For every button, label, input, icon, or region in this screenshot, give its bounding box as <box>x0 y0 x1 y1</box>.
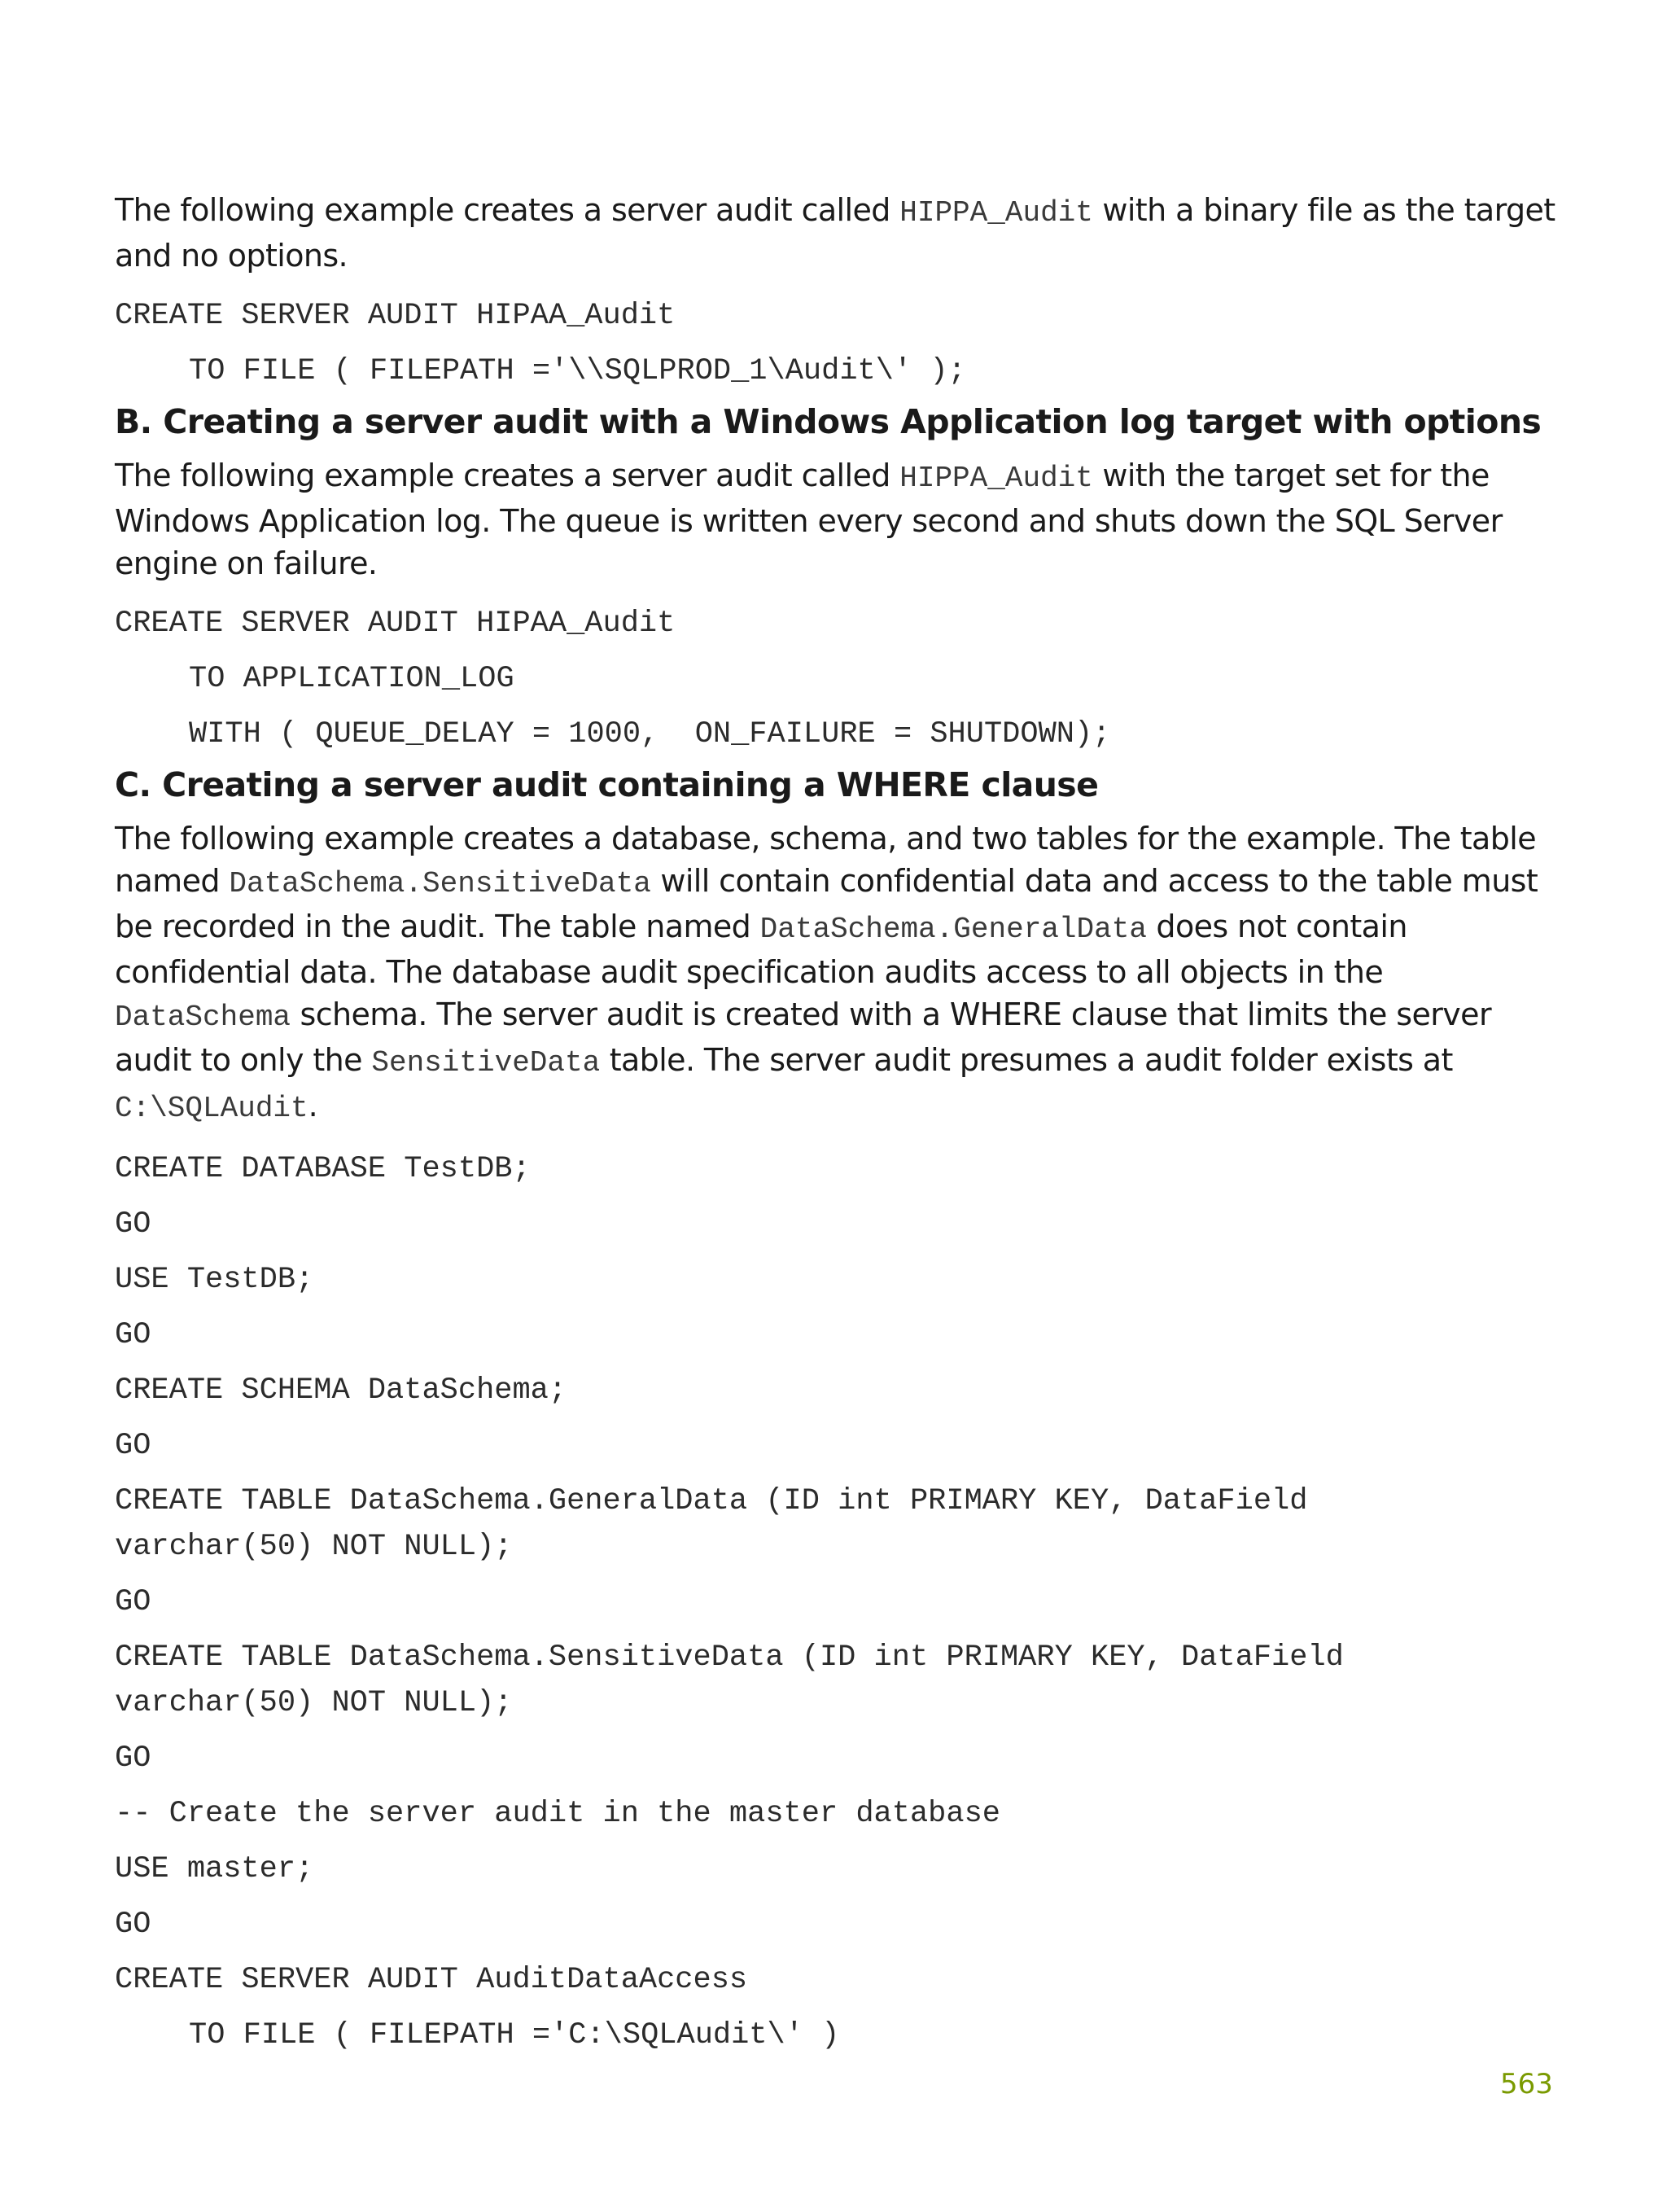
code-line: WITH ( QUEUE_DELAY = 1000, ON_FAILURE = SHUTDOWN); <box>189 717 1111 751</box>
inline-code: C:\SQLAudit <box>115 1092 308 1125</box>
code-line: GO <box>115 1585 151 1619</box>
section-heading-c: C. Creating a server audit containing a WHERE clause <box>115 765 1099 804</box>
inline-code: SensitiveData <box>371 1046 601 1080</box>
code-line: GO <box>115 1741 151 1776</box>
code-line: CREATE SERVER AUDIT HIPAA_Audit <box>115 299 676 333</box>
intro-paragraph <box>115 189 1555 277</box>
code-line: GO <box>115 1908 151 1942</box>
paragraph-text: will contain confidential data and access to the table must be recorded in the audit. The table named <box>115 863 1538 944</box>
code-line: USE TestDB; <box>115 1263 314 1297</box>
code-line: CREATE TABLE DataSchema.SensitiveData (ID int PRIMARY KEY, DataField varchar(50) NOT NULL); <box>115 1640 1363 1720</box>
paragraph-text: The following example creates a database, schema, and two tables for the example. The table named <box>115 821 1537 899</box>
code-line: GO <box>115 1318 151 1352</box>
inline-code: DataSchema <box>115 1001 291 1034</box>
document-body <box>115 189 1555 2058</box>
code-line: USE master; <box>115 1852 314 1886</box>
code-line: CREATE TABLE DataSchema.GeneralData (ID int PRIMARY KEY, DataField varchar(50) NOT NULL); <box>115 1484 1326 1564</box>
paragraph-text: with the target set for the Windows Application log. The queue is written every second and shuts down the SQL Server engine on failure. <box>115 458 1503 581</box>
inline-code: HIPPA_Audit <box>899 462 1093 495</box>
code-comment: -- Create the server audit in the master database <box>115 1797 1000 1831</box>
paragraph-text: schema. The server audit is created with a WHERE clause that limits the server audit to only the <box>115 996 1491 1078</box>
code-line: TO FILE ( FILEPATH ='\\SQLPROD_1\Audit\' ); <box>189 354 966 388</box>
code-line: CREATE DATABASE TestDB; <box>115 1152 531 1186</box>
page-number: 563 <box>1500 2068 1553 2100</box>
paragraph-text: table. The server audit presumes a audit folder exists at <box>600 1042 1453 1078</box>
code-line: CREATE SERVER AUDIT AuditDataAccess <box>115 1963 748 1997</box>
paragraph-text: The following example creates a server audit called <box>115 458 900 493</box>
code-line: GO <box>115 1207 151 1242</box>
paragraph-text: . <box>308 1088 318 1124</box>
paragraph-text: does not contain confidential data. The database audit specification audits access to all objects in the <box>115 909 1407 990</box>
code-line: TO FILE ( FILEPATH ='C:\SQLAudit\' ) <box>189 2018 840 2052</box>
intro-text: with a binary file as the target and no options. <box>115 192 1555 274</box>
intro-text: The following example creates a server audit called <box>115 192 900 228</box>
inline-code: DataSchema.GeneralData <box>759 913 1147 946</box>
inline-code: HIPPA_Audit <box>899 196 1093 230</box>
code-line: GO <box>115 1429 151 1463</box>
code-line: CREATE SCHEMA DataSchema; <box>115 1373 567 1408</box>
code-line: CREATE SERVER AUDIT HIPAA_Audit <box>115 607 676 641</box>
section-heading-b: B. Creating a server audit with a Windows Application log target with options <box>115 402 1542 441</box>
section-c-paragraph <box>115 817 1555 1130</box>
section-b-paragraph <box>115 454 1555 585</box>
inline-code: DataSchema.SensitiveData <box>229 867 651 900</box>
code-line: TO APPLICATION_LOG <box>189 662 514 696</box>
